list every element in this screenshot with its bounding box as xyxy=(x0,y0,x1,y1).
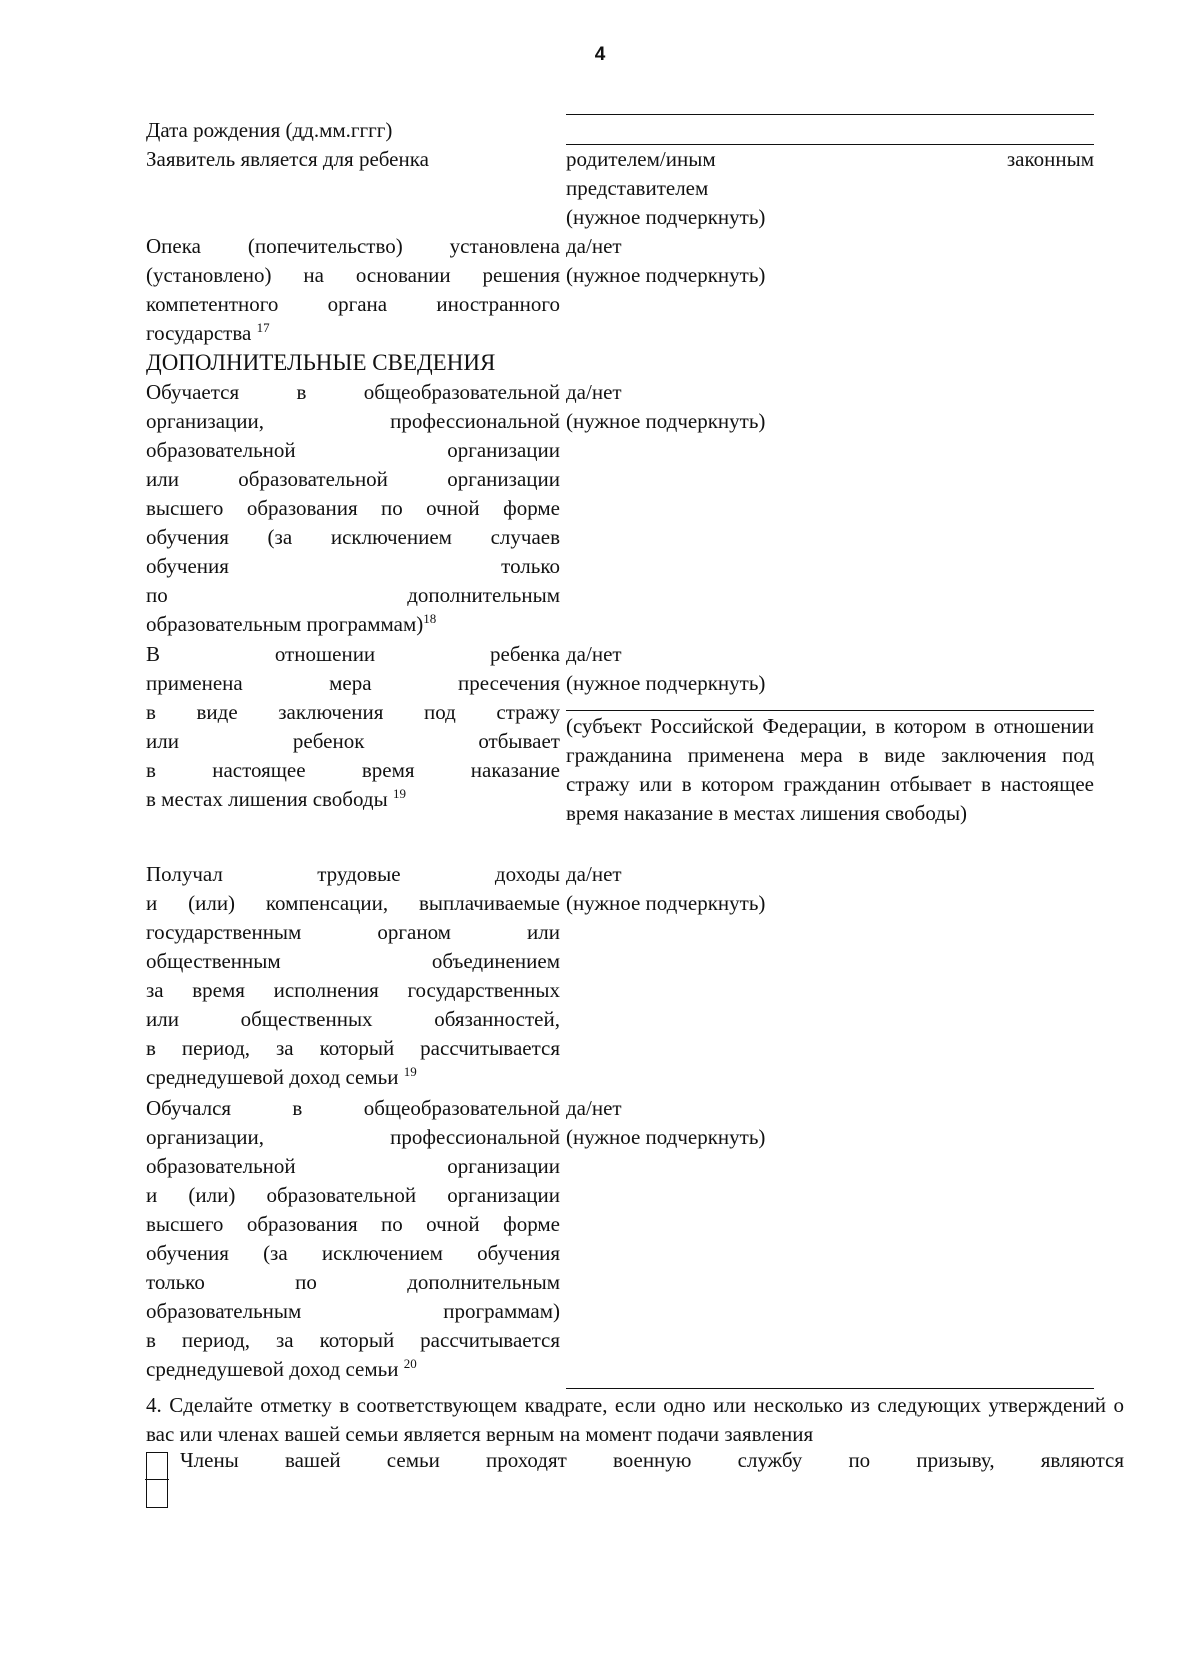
section-4-instructions: 4. Сделайте отметку в соответствующем квадрате, если одно или несколько из следующих утверждений о вас или членах вашей семьи является верным на момент подачи заявления xyxy=(146,1393,1124,1446)
guardianship-answer[interactable] xyxy=(566,232,1094,290)
relation-option-legal[interactable]: законным xyxy=(1006,147,1094,171)
military-service-checkbox[interactable] xyxy=(146,1452,168,1508)
yes-no-option[interactable]: да/нет xyxy=(566,380,622,404)
labor-income-label: Получал трудовые доходы и (или) компенсации, выплачиваемые государственным органом или общественным объединением за время исполнения государственных или общественных обязанностей, в период, за который рассчитывается среднедушевой доход семьи $^{19}$ xyxy=(146,862,560,1089)
custody-answer[interactable] xyxy=(566,640,1094,698)
custody-label: В отношении ребенка применена мера пресечения в виде заключения под стражу или ребенок отбывает в настоящее время наказание в местах лишения свободы $^{19}$ xyxy=(146,642,560,811)
custody-region-hint: (субъект Российской Федерации, в котором в отношении гражданина применена мера в виде заключения под стражу или в котором гражданин отбывает в настоящее время наказание в местах лишения свободы) xyxy=(566,714,1094,825)
yes-no-option[interactable]: да/нет xyxy=(566,862,622,886)
hint: (нужное подчеркнуть) xyxy=(566,409,766,433)
hint: (нужное подчеркнуть) xyxy=(566,671,766,695)
birth-date-top-line xyxy=(566,114,1094,115)
hint: (нужное подчеркнуть) xyxy=(566,1125,766,1149)
military-service-option[interactable] xyxy=(146,1446,1124,1508)
footnote-20: 20 xyxy=(403,1356,417,1371)
relation-hint: (нужное подчеркнуть) xyxy=(566,205,766,229)
birth-date-label: Дата рождения (дд.мм.гггг) xyxy=(146,118,393,142)
labor-income-answer[interactable] xyxy=(566,860,1094,918)
relation-option-parent[interactable]: родителем/иным xyxy=(566,147,716,171)
military-service-label: Члены вашей семьи проходят военную службу по призыву, являются xyxy=(180,1448,1124,1472)
studied-bottom-line xyxy=(566,1388,1094,1389)
page-number: 4 xyxy=(594,44,606,65)
applicant-relation-value[interactable] xyxy=(566,145,1094,232)
hint: (нужное подчеркнуть) xyxy=(566,891,766,915)
footnote-19: 19 xyxy=(392,786,406,801)
studying-label: Обучается в общеобразовательной организации, профессиональной образовательной организации или образовательной организации высшего образования по очной форме обучения (за исключением случаев обучения только по дополнительным образовательным программам)$^{18}$ xyxy=(146,380,560,636)
footnote-18: 18 xyxy=(423,611,437,626)
studied-label: Обучался в общеобразовательной организации, профессиональной образовательной организации и (или) образовательной организации высшего образования по очной форме обучения (за исключением обучения только по дополнительным образовательным программам) в период, за который рассчитывается среднедушевой доход семьи $^{20}$ xyxy=(146,1096,560,1381)
studied-answer[interactable] xyxy=(566,1094,1094,1152)
hint: (нужное подчеркнуть) xyxy=(566,263,766,287)
yes-no-option[interactable]: да/нет xyxy=(566,234,622,258)
custody-region-field[interactable] xyxy=(566,710,1094,711)
studying-answer[interactable] xyxy=(566,378,1094,436)
guardianship-label: Опека (попечительство) установлена (установлено) на основании решения компетентного органа иностранного государства $^{17}$ xyxy=(146,234,560,345)
footnote-19: 19 xyxy=(403,1064,417,1079)
yes-no-option[interactable]: да/нет xyxy=(566,642,622,666)
additional-info-heading: ДОПОЛНИТЕЛЬНЫЕ СВЕДЕНИЯ xyxy=(146,350,496,375)
relation-option-representative[interactable]: представителем xyxy=(566,176,709,200)
applicant-relation-label: Заявитель является для ребенка xyxy=(146,147,429,171)
footnote-17: 17 xyxy=(256,320,270,335)
yes-no-option[interactable]: да/нет xyxy=(566,1096,622,1120)
